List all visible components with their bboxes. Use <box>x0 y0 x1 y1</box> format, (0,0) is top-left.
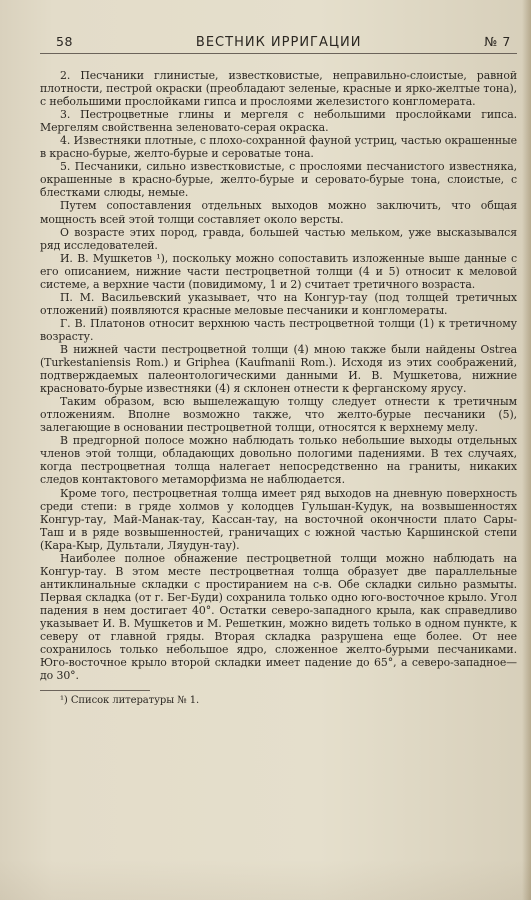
paragraph-conclusion: Таким образом, всю вышележащую толщу следует отнести к третичным отложениям. Вполне возможно также, что желто-бурые песчаники (5), залегающие в основании пестроцветной толщи, относятся к верхнему мелу. <box>40 395 517 435</box>
paragraph-vasilevsky: П. М. Васильевский указывает, что на Конгур-тау (под толщей третичных отложений) появляются красные меловые песчаники и конгломераты. <box>40 290 517 317</box>
paragraph-outcrops: Кроме того, пестроцветная толща имеет ряд выходов на дневную поверхность среди степи: в гряде холмов у колодцев Гульшан-Кудук, на возвышенностях Конгур-тау, Май-Манак-тау, Кассан-тау, на восточной окончности плато Сары-Таш и в ряде возвышенностей, граничащих с южной частью Каршинской степи (Кара-Кыр, Дультали, Ляудун-тау). <box>40 486 517 552</box>
paragraph-foothills: В предгорной полосе можно наблюдать только небольшие выходы отдельных членов этой толщи, обладающих довольно пологими падениями. В тех случаях, когда пестроцветная толща налегает непосредственно на граниты, никаких следов контактового метаморфизма не наблюдается. <box>40 434 517 487</box>
page-edge-shadow <box>522 0 531 900</box>
paragraph-thickness: Путем сопоставления отдельных выходов можно заключить, что общая мощность всей этой толщи составляет около версты. <box>40 199 517 226</box>
article-body <box>40 69 517 707</box>
paragraph-calcareous-sandstones: 5. Песчаники, сильно известковистые, с прослоями песчанистого известняка, окрашенные в красно-бурые, желто-бурые и серовато-бурые тона, слоистые, с блестками слюды, немые. <box>40 160 517 200</box>
page-header <box>40 34 517 54</box>
page-number: 58 <box>56 34 74 49</box>
paragraph-kongur-tau: Наиболее полное обнажение пестроцветной толщи можно наблюдать на Конгур-тау. В этом месте пестроцветная толща образует две параллельные антиклинальные складки с простиранием на с-в. Обе складки сильно размыты. Первая складка (от г. Бег-Буди) сохранила только одно юго-восточное крыло. Угол падения в нем достигает 40°. Остатки северо-западного крыла, как справедливо указывает И. В. Мушкетов и М. Решеткин, можно видеть только в одном пункте, к северу от главной гряды. Вторая складка разрушена еще более. От нее сохранилось только небольшое ядро, сложенное желто-бурыми песчаниками. Юго-восточное крыло второй складки имеет падение до 65°, а северо-западное—до 30°. <box>40 551 517 683</box>
footnote: ¹) Список литературы № 1. <box>60 695 200 707</box>
paragraph-sandstone-clay: 2. Песчаники глинистые, известковистые, неправильно-слоистые, равной плотности, пестрой окраски (преобладают зеленые, красные и ярко-желтые тона), с небольшими прослойками гипса и прослоями железистого конгломерата. <box>40 69 517 109</box>
paragraph-fossils: В нижней части пестроцветной толщи (4) мною также были найдены Ostrea (Turkestaniensis Rom.) и Griphea (Kaufmanii Rom.). Исходя из этих соображений, подтверждаемых палеонтологическими данными И. В. Мушкетова, нижние красновато-бурые известняки (4) я склонен отнести к ферганскому ярусу. <box>40 342 517 396</box>
paragraph-platonov: Г. В. Платонов относит верхнюю часть пестроцветной толщи (1) к третичному возрасту. <box>40 316 517 343</box>
paragraph-variegated-clays: 3. Пестроцветные глины и мергеля с небольшими прослойками гипса. Мергелям свойственна зеленовато-серая окраска. <box>40 108 517 135</box>
paragraph-limestones: 4. Известняки плотные, с плохо-сохранной фауной устриц, частью окрашенные в красно-бурые, желто-бурые и сероватые тона. <box>40 134 517 161</box>
footnote-divider <box>40 690 150 691</box>
journal-title: ВЕСТНИК ИРРИГАЦИИ <box>195 35 362 50</box>
issue-number: № 7 <box>484 34 511 49</box>
paragraph-age-intro: О возрасте этих пород, гравда, большей частью мельком, уже высказывался ряд исследователей. <box>40 225 517 252</box>
paragraph-mushketov: И. В. Мушкетов ¹), поскольку можно сопоставить изложенные выше данные с его описанием, нижние части пестроцветной толщи (4 и 5) относит к меловой системе, а верхние части (повидимому, 1 и 2) считает третичного возраста. <box>40 251 517 291</box>
page-bottom-shadow <box>0 860 531 900</box>
